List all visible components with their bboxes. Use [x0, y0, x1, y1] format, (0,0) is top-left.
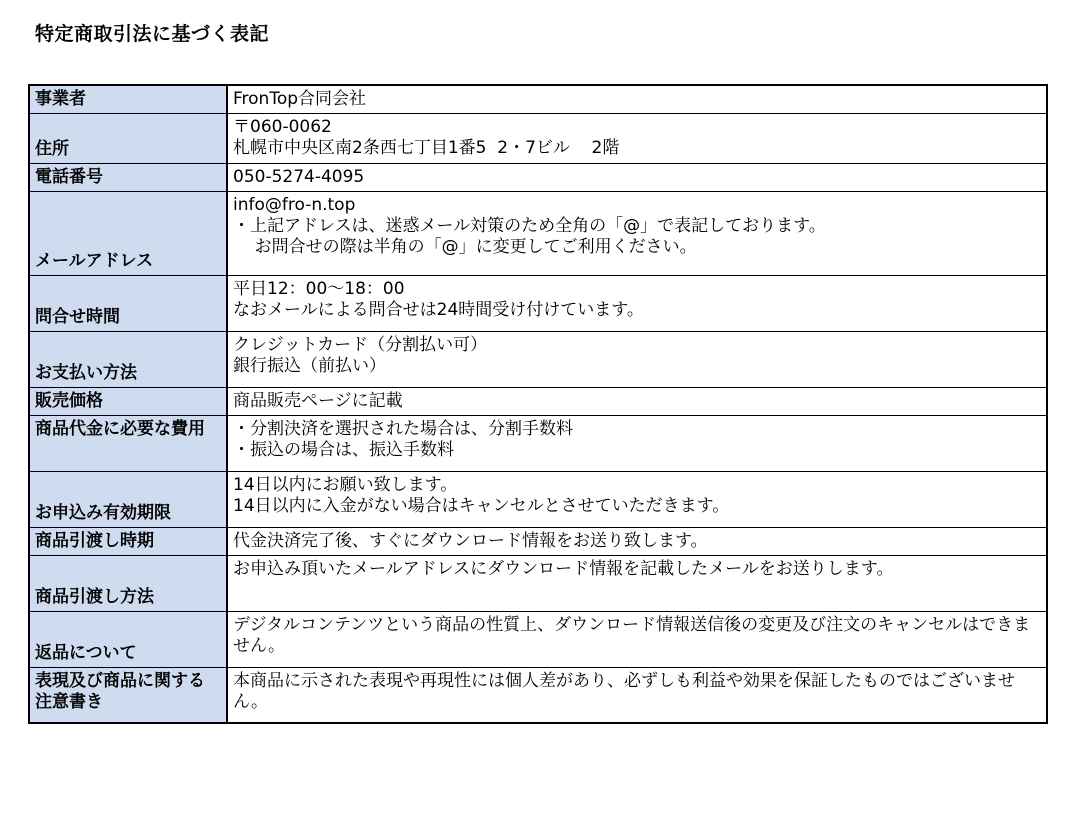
email-note-1: ・上記アドレスは、迷惑メール対策のため全角の「@」で表記しております。 [233, 215, 826, 236]
disclaimer-note: 本商品に示された表現や再現性には個人差があり、必ずしも利益や効果を保証したものではございません。 [233, 670, 1015, 712]
row-value-business-operator [227, 85, 1047, 113]
table-row-phone [29, 163, 1047, 191]
payment-bank-transfer: 銀行振込（前払い） [233, 355, 386, 376]
row-label-price: 販売価格 [29, 387, 227, 415]
row-label-returns: 返品について [29, 611, 227, 667]
row-value-price [227, 387, 1047, 415]
row-label-disclaimer: 表現及び商品に関する注意書き [29, 667, 227, 723]
row-label-delivery-time: 商品引渡し時期 [29, 527, 227, 555]
row-value-disclaimer [227, 667, 1047, 723]
table-row-returns [29, 611, 1047, 667]
row-label-address: 住所 [29, 113, 227, 163]
row-label-delivery-method: 商品引渡し方法 [29, 555, 227, 611]
row-label-inquiry-hours: 問合せ時間 [29, 275, 227, 331]
phone-number: 050-5274-4095 [233, 166, 365, 187]
table-row-business-operator [29, 85, 1047, 113]
table-row-delivery-method [29, 555, 1047, 611]
row-value-address [227, 113, 1047, 163]
legal-notice-table [28, 84, 1048, 724]
row-value-additional-fees [227, 415, 1047, 471]
row-value-returns [227, 611, 1047, 667]
row-value-delivery-method [227, 555, 1047, 611]
payment-credit-card: クレジットカード（分割払い可） [233, 334, 488, 355]
postal-code: 〒060-0062 [233, 116, 332, 137]
row-value-application-deadline [227, 471, 1047, 527]
row-value-phone [227, 163, 1047, 191]
row-value-email [227, 191, 1047, 275]
table-row-additional-fees [29, 415, 1047, 471]
table-row-payment-method [29, 331, 1047, 387]
table-row-disclaimer [29, 667, 1047, 723]
email-address: info@fro-n.top [233, 194, 356, 215]
inquiry-email-note: なおメールによる問合せは24時間受け付けています。 [233, 299, 644, 320]
row-label-email: メールアドレス [29, 191, 227, 275]
table-row-price [29, 387, 1047, 415]
row-label-business-operator: 事業者 [29, 85, 227, 113]
delivery-time-note: 代金決済完了後、すぐにダウンロード情報をお送り致します。 [233, 530, 708, 551]
table-row-application-deadline [29, 471, 1047, 527]
row-label-additional-fees: 商品代金に必要な費用 [29, 415, 227, 471]
table-row-address [29, 113, 1047, 163]
fee-installment: ・分割決済を選択された場合は、分割手数料 [233, 418, 573, 439]
email-note-2: お問合せの際は半角の「@」に変更してご利用ください。 [233, 236, 697, 257]
table-row-inquiry-hours [29, 275, 1047, 331]
company-name: FronTop合同会社 [233, 89, 367, 109]
street-address: 札幌市中央区南2条西七丁目1番5 2・7ビル 2階 [233, 137, 620, 158]
inquiry-hours: 平日12：00〜18：00 [233, 278, 405, 299]
table-row-delivery-time [29, 527, 1047, 555]
deadline-note-1: 14日以内にお願い致します。 [233, 474, 458, 495]
row-label-phone: 電話番号 [29, 163, 227, 191]
price-note: 商品販売ページに記載 [233, 390, 403, 411]
row-label-payment-method: お支払い方法 [29, 331, 227, 387]
row-value-delivery-time [227, 527, 1047, 555]
delivery-method-note: お申込み頂いたメールアドレスにダウンロード情報を記載したメールをお送りします。 [233, 558, 894, 579]
row-value-payment-method [227, 331, 1047, 387]
row-value-inquiry-hours [227, 275, 1047, 331]
returns-note: デジタルコンテンツという商品の性質上、ダウンロード情報送信後の変更及び注文のキャンセルはできません。 [233, 614, 1031, 656]
fee-transfer: ・振込の場合は、振込手数料 [233, 439, 454, 460]
page-title: 特定商取引法に基づく表記 [35, 23, 270, 45]
row-label-application-deadline: お申込み有効期限 [29, 471, 227, 527]
deadline-note-2: 14日以内に入金がない場合はキャンセルとさせていただきます。 [233, 495, 730, 516]
table-row-email [29, 191, 1047, 275]
